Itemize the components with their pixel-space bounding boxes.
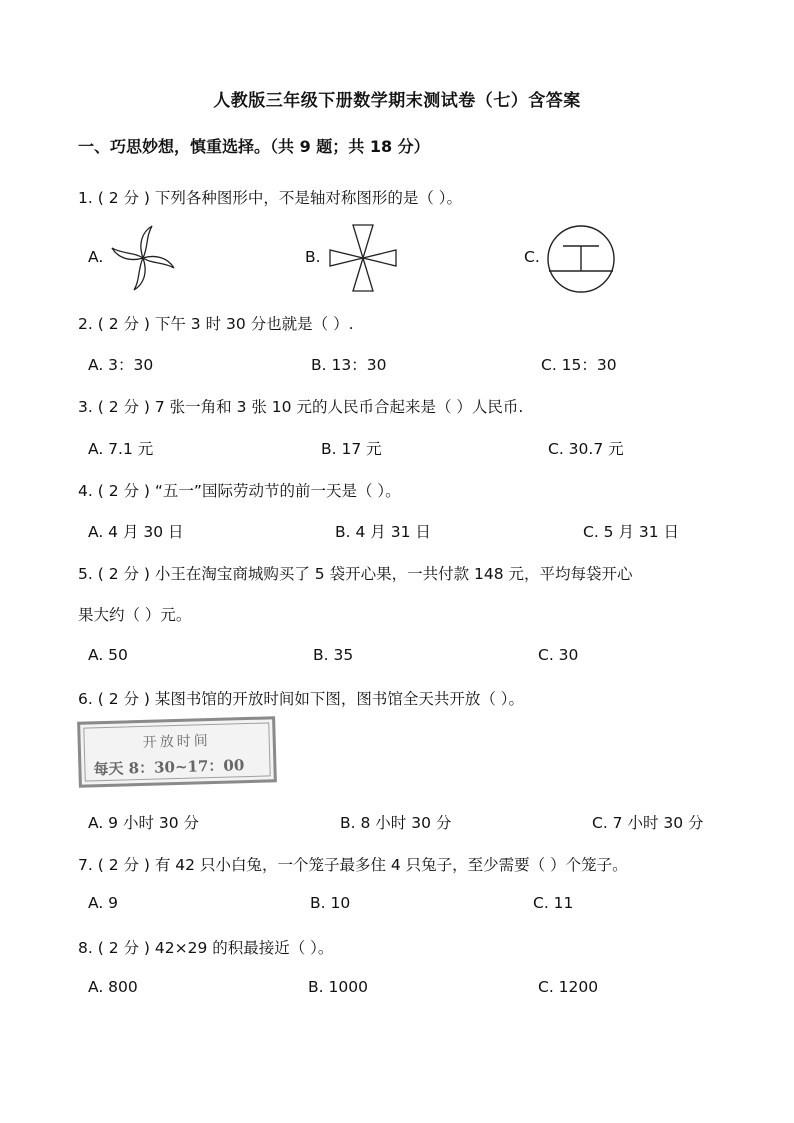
q5-option-c: C. 30 [538,646,579,664]
q2-option-b: B. 13：30 [311,356,387,374]
q8-option-b: B. 1000 [308,978,368,996]
q8-option-a: A. 800 [88,978,138,996]
question-3-stem: 3. ( 2 分 ) 7 张一角和 3 张 10 元的人民币合起来是（ ）人民币. [78,398,524,416]
q6-option-b: B. 8 小时 30 分 [340,814,452,832]
question-2-stem: 2. ( 2 分 ) 下午 3 时 30 分也就是（ ）. [78,315,354,333]
q7-option-a: A. 9 [88,894,119,912]
q1-option-a-label: A. [88,248,104,266]
q4-option-c: C. 5 月 31 日 [583,523,680,541]
q4-option-b: B. 4 月 31 日 [335,523,431,541]
q8-option-c: C. 1200 [538,978,599,996]
question-8-stem: 8. ( 2 分 ) 42×29 的积最接近（ ）。 [78,939,334,957]
q3-option-a: A. 7.1 元 [88,440,154,458]
q1-option-b-label: B. [305,248,321,266]
opening-hours-sign [77,716,277,788]
question-4-stem: 4. ( 2 分 ) “五一”国际劳动节的前一天是（ ）。 [78,482,401,500]
question-1-stem: 1. ( 2 分 ) 下列各种图形中，不是轴对称图形的是（ ）。 [78,189,463,207]
q2-option-c: C. 15：30 [541,356,617,374]
q7-option-c: C. 11 [533,894,574,912]
q5-option-a: A. 50 [88,646,128,664]
question-6-stem: 6. ( 2 分 ) 某图书馆的开放时间如下图，图书馆全天共开放（ ）。 [78,690,525,708]
q6-option-a: A. 9 小时 30 分 [88,814,200,832]
q4-option-a: A. 4 月 30 日 [88,523,184,541]
question-5-stem-line1: 5. ( 2 分 ) 小王在淘宝商城购买了 5 袋开心果，一共付款 148 元，平均每袋开心 [78,565,633,583]
q6-option-c: C. 7 小时 30 分 [592,814,704,832]
sign-hours: 每天 8：30~17：00 [93,756,245,779]
section-heading: 一、巧思妙想，慎重选择。（共 9 题；共 18 分） [78,137,430,156]
q7-option-b: B. 10 [310,894,351,912]
q3-option-c: C. 30.7 元 [548,440,624,458]
q1-option-c-label: C. [524,248,540,266]
circle-symbol-icon [545,223,617,295]
document-title: 人教版三年级下册数学期末测试卷（七）含答案 [213,91,581,111]
q3-option-b: B. 17 元 [321,440,382,458]
pinwheel-icon [108,222,178,294]
question-7-stem: 7. ( 2 分 ) 有 42 只小白兔，一个笼子最多住 4 只兔子，至少需要（ ）个笼子。 [78,856,628,874]
sign-title: 开放时间 [142,733,211,751]
bowtie-cross-icon [328,223,398,293]
q2-option-a: A. 3：30 [88,356,154,374]
question-5-stem-line2: 果大约（ ）元。 [78,606,192,624]
q5-option-b: B. 35 [313,646,354,664]
